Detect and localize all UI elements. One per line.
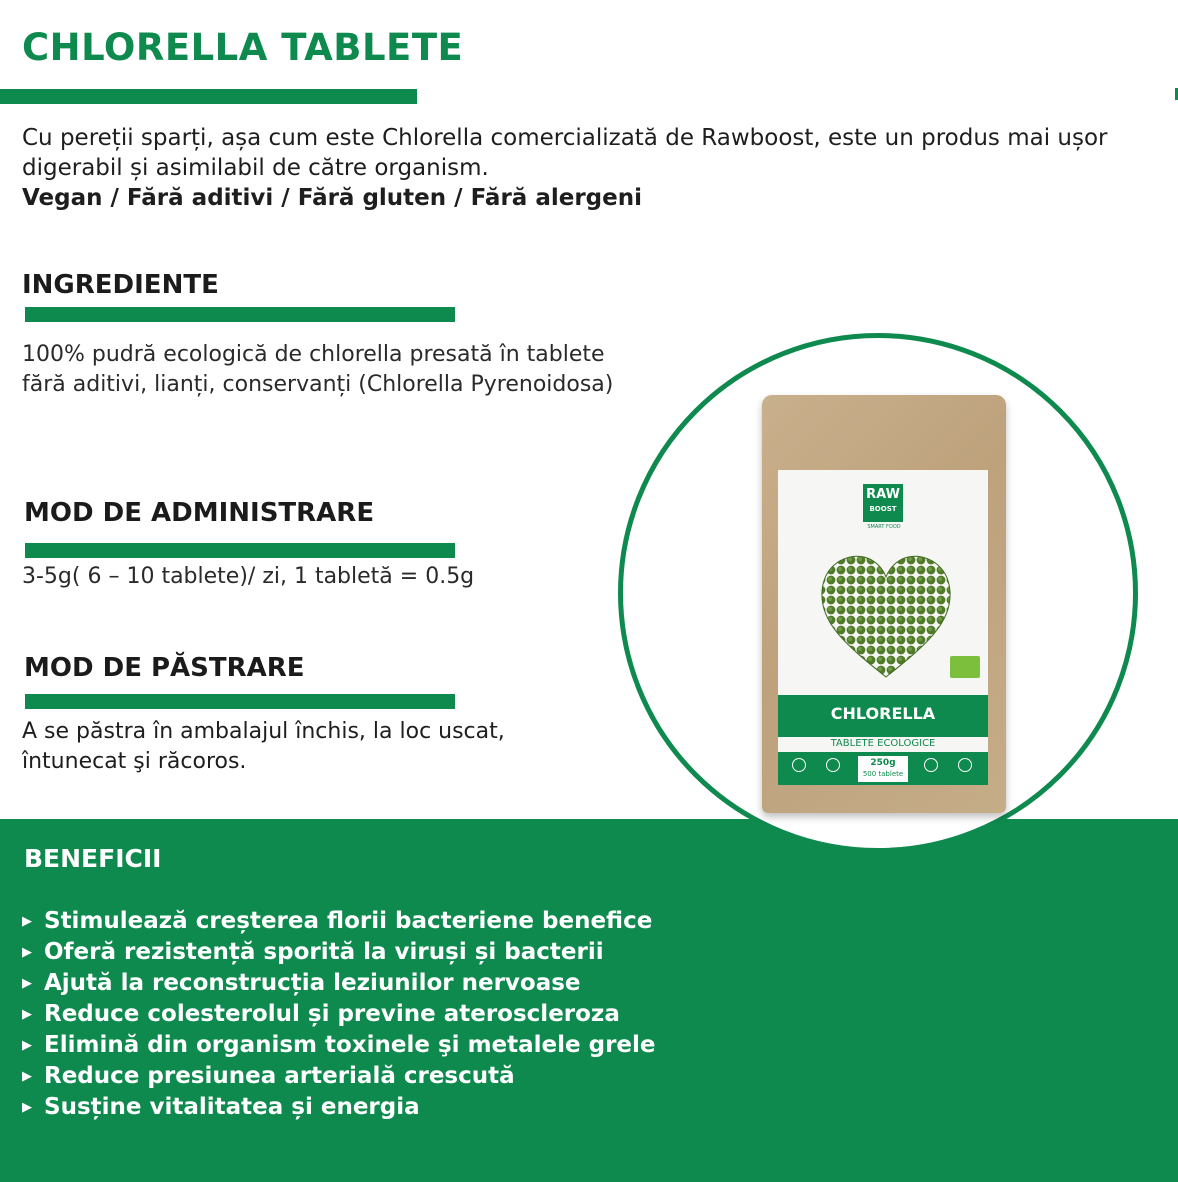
intro-paragraph <box>22 123 1152 213</box>
triangle-bullet-icon: ▶ <box>22 914 32 929</box>
dosage-text: 3-5g( 6 – 10 tablete)/ zi, 1 tabletă = 0.5g <box>22 564 475 589</box>
storage-line-2: întunecat şi răcoros. <box>22 749 247 774</box>
heart-tablets-icon <box>816 545 956 685</box>
benefits-heading: BENEFICII <box>24 844 162 873</box>
dosage-heading: MOD DE ADMINISTRARE <box>24 498 375 528</box>
eu-organic-leaf-icon <box>950 656 980 678</box>
benefit-item: ▶ Elimină din organism toxinele şi metalele grele <box>22 1030 656 1061</box>
brand-logo <box>863 484 903 522</box>
storage-underline <box>25 694 455 709</box>
storage-text <box>22 717 612 777</box>
allergen-free-icon <box>826 758 840 772</box>
triangle-bullet-icon: ▶ <box>22 976 32 991</box>
brand-line-1: RAW <box>866 487 900 502</box>
product-weight: 250g <box>870 758 896 768</box>
additive-free-icon <box>958 758 972 772</box>
benefit-item: ▶ Oferă rezistență sporită la viruși și bacterii <box>22 937 656 968</box>
triangle-bullet-icon: ▶ <box>22 1069 32 1084</box>
dosage-underline <box>25 543 455 558</box>
benefit-item: ▶ Ajută la reconstrucția leziunilor nervoase <box>22 968 656 999</box>
page-title: CHLORELLA TABLETE <box>22 26 464 69</box>
benefit-item: ▶ Reduce colesterolul și previne ateroscleroza <box>22 999 656 1030</box>
benefit-item: ▶ Stimulează creșterea florii bacteriene benefice <box>22 906 656 937</box>
triangle-bullet-icon: ▶ <box>22 1100 32 1115</box>
ingredients-heading: INGREDIENTE <box>22 270 219 300</box>
title-underline <box>0 89 417 104</box>
ingredients-line-2: fără aditivi, lianți, conservanți (Chlorella Pyrenoidosa) <box>22 372 614 397</box>
ingredients-underline <box>25 307 455 322</box>
product-count: 500 tablete <box>862 770 904 778</box>
benefit-item: ▶ Susține vitalitatea și energia <box>22 1092 656 1123</box>
product-name: CHLORELLA <box>830 704 936 723</box>
brand-line-2: BOOST <box>869 505 897 513</box>
benefits-list <box>22 906 656 1123</box>
brand-tagline: SMART FOOD <box>867 524 901 530</box>
benefit-item: ▶ Reduce presiunea arterială crescută <box>22 1061 656 1092</box>
storage-line-1: A se păstra în ambalajul închis, la loc uscat, <box>22 719 505 744</box>
storage-heading: MOD DE PĂSTRARE <box>24 653 305 683</box>
triangle-bullet-icon: ▶ <box>22 1007 32 1022</box>
gluten-free-icon <box>924 758 938 772</box>
product-weight-badge <box>858 756 908 782</box>
triangle-bullet-icon: ▶ <box>22 1038 32 1053</box>
intro-tags: Vegan / Fără aditivi / Fără gluten / Fără alergeni <box>22 185 642 211</box>
intro-text: Cu pereții sparți, așa cum este Chlorella comercializată de Rawboost, este un produs mai ușor digerabil și asimilabil de către organism. <box>22 125 1108 181</box>
ingredients-line-1: 100% pudră ecologică de chlorella presată în tablete <box>22 342 605 367</box>
triangle-bullet-icon: ▶ <box>22 945 32 960</box>
product-subtitle: TABLETE ECOLOGICE <box>830 738 936 749</box>
ingredients-text <box>22 340 702 400</box>
vegan-icon <box>792 758 806 772</box>
